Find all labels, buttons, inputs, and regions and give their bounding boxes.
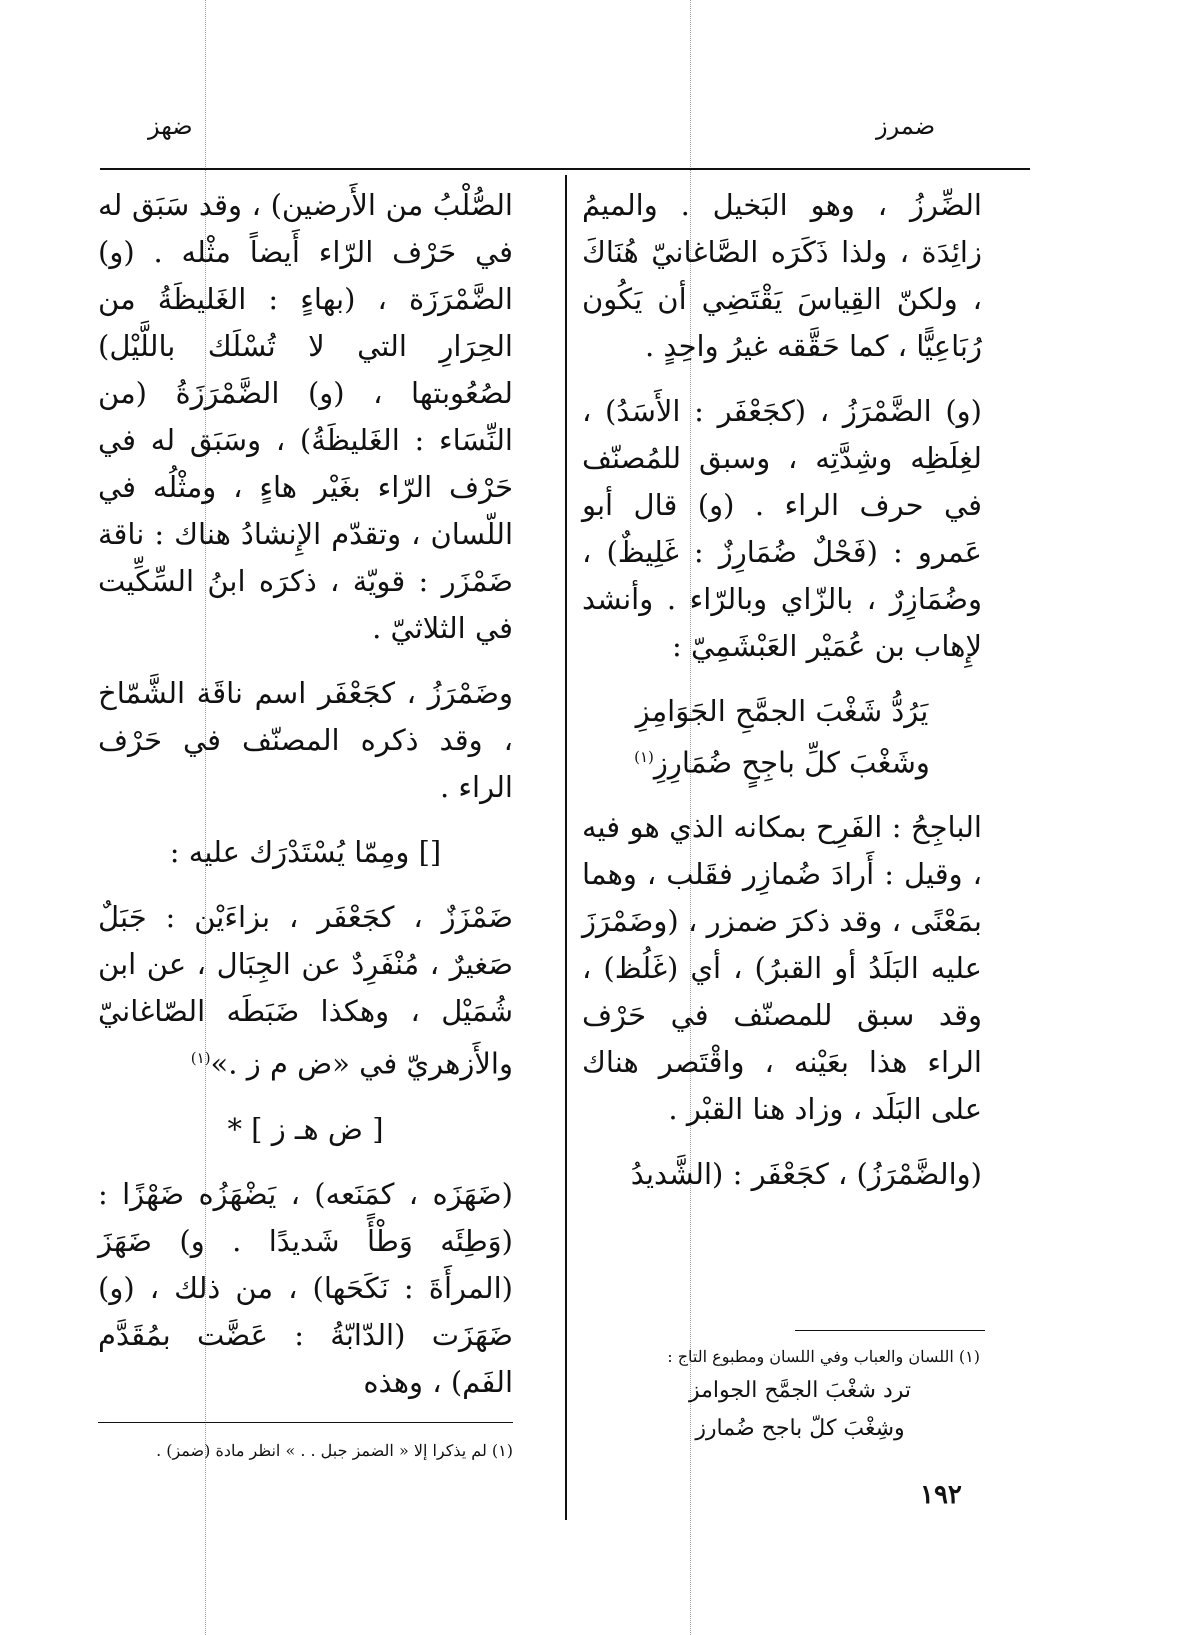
footnote-marker: (١) (190, 1049, 211, 1067)
poetry-verse (582, 688, 982, 786)
verse-line: يَرُدُّ شَغْبَ الجمَّحِ الجَوَامِزِ (635, 694, 929, 728)
verse-line (582, 734, 982, 786)
entry-paragraph: الباجِحُ : الفَرِح بمكانه الذي هو فيه ، وقيل : أَرادَ ضُمازِر فقَلب ، وهما بمَعْنًى ، وقد ذكرَ ضمزر ، (وضَمْرَزَ عليه البَلَدُ أو القبرُ) ، أي (غَلُظ) ، وقد سبق للمصنّف في حَرْف الراء هذا بعَيْنه ، واقْتَصر هناك على البَلَد ، وزاد هنا القبْر . (582, 809, 982, 1126)
entry-paragraph: وضَمْرَزُ ، كجَعْفَر اسم ناقَة الشَّمّاخ ، وقد ذكره المصنّف في حَرْف الراء . (98, 676, 513, 804)
entry-paragraph: (والضَّمْرَزُ) ، كجَعْفَر : (الشَّديدُ (630, 1156, 982, 1191)
entry-paragraph: (و) الضَّمْرَزُ ، (كجَعْفَر : الأَسَدُ) ، لغِلَظِه وشِدَّتِه ، وسبق للمُصنّف في حرف الراء . (و) قال أبو عَمرو : (فَحْلٌ ضُمَارِزٌ : غَلِيظٌ) ، وضُمَازِرٌ ، بالزّاي وبالرّاء . وأنشد لإِهاب بن عُمَيْر العَبْشَمِيّ : (582, 394, 982, 663)
running-head-left: ضهز (148, 112, 193, 140)
verse-text: وشَغْبَ كلِّ باجِحٍ ضُمَارِزِ (653, 745, 930, 780)
verse-line: وشِغْبَ كلّ باجح ضُمارز (695, 1416, 905, 1441)
verse-line: ترد شغْبَ الجمَّح الجوامز (688, 1378, 912, 1403)
footnote-rule (98, 1422, 513, 1423)
root-heading: [ ض هـ ز ] * (227, 1111, 384, 1146)
footnote: (١) لم يذكرا إلا « الضمز جبل . . » انظر مادة (ضمز) . (156, 1441, 513, 1460)
entry-paragraph: الضِّرزُ ، وهو البَخيل . والميمُ زائِدَة ، ولذا ذَكَرَه الصَّاغانيّ هُنَاكَ ، ولكنّ القِياسَ يَقْتَضِي أن يَكُون رُبَاعِيًّا ، كما حَقَّقه غيرُ واحِدٍ . (582, 188, 982, 363)
entry-paragraph: الصُّلْبُ من الأَرضين) ، وقد سَبَق له في حَرْف الرّاء أَيضاً مثْله . (و) الضَّمْرَزَة ، (بهاءٍ : الغَليظَةُ من الحِرَارِ التي لا تُسْلَك باللَّيْل) لصُعُوبتها ، (و) الضَّمْرَزَةُ (من النِّسَاء : الغَليظَةُ) ، وسَبَق له في حَرْف الرّاء بغَيْر هاءٍ ، ومثْلُه في اللّسان ، وتقدّم الإِنشادُ هناك : ناقة ضَمْزَر : قويّة ، ذكرَه ابنُ السِّكِّيت في الثلاثيّ . (98, 188, 513, 645)
column-divider (565, 175, 567, 1520)
left-column (98, 182, 513, 1424)
entry-paragraph (98, 894, 513, 1088)
entry-text: ضَمْزَزٌ ، كجَعْفَر ، بزاءَيْن : جَبَلٌ صَغيرٌ ، مُنْفَرِدٌ عن الجِبَال ، عن ابن شُمَيْل ، وهكذا ضَبَطَه الصّاغانيّ والأَزهريّ في «ض م ز .» (98, 900, 513, 1081)
footnote: (١) اللسان والعباب وفي اللسان ومطبوع التاج : (667, 1347, 980, 1366)
addenda-heading: [] ومِمّا يُسْتَدْرَك عليه : (169, 835, 442, 869)
header-rule (100, 168, 1030, 170)
running-head-right: ضمرز (876, 112, 936, 140)
footnote-rule (795, 1330, 985, 1331)
entry-paragraph: (ضَهَزَه ، كمَنَعه) ، يَضْهَزُه ضَهْزًا : (وَطِئَه وَطْأً شَديدًا . و) ضَهَزَ (المرأَةَ : نَكَحَها) ، من ذلك ، (و) ضَهَزَت (الدّابّةُ : عَضَّت بمُقَدَّم الفَم) ، وهذه (98, 1176, 513, 1399)
footnote-verse (640, 1372, 960, 1448)
footnote-marker: (١) (634, 748, 654, 766)
right-column (582, 182, 982, 1216)
page-number: ١٩٢ (920, 1480, 962, 1510)
